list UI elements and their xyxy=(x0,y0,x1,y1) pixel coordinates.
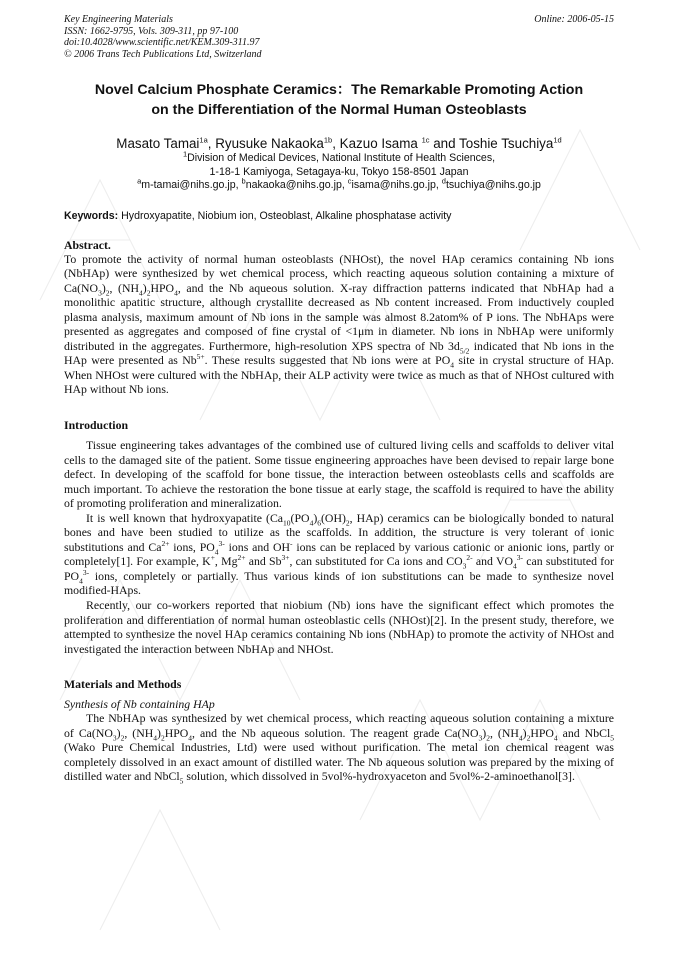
affiliation-line-1: Division of Medical Devices, National Institute of Health Sciences, xyxy=(187,152,496,164)
title-line-2: on the Differentiation of the Normal Human Osteoblasts xyxy=(151,102,527,118)
email-list: $^a$m-tamai@nihs.go.jp, $^b$nakaoka@nihs.go.jp, $^c$isama@nihs.go.jp, $^d$tsuchiya@nihs.go.jp xyxy=(137,176,541,191)
intro-paragraph-2: It is well known that hydroxyapatite ($Ca_{10}(PO_4)_6(OH)_2$, HAp) ceramics can be biologically bonded to natural bones and have been studied to utilize as the scaffolds. In addition, the structure is very tolerant of ionic substitutions and $Ca^{2+}$ ions, $PO_4^{3-}$ ions and OH- ions can be replaced by various cationic or anionic ions, partly or completely[1]. For example, K+, $Mg^{2+}$ and $Sb^{3+}$, can substituted for Ca ions and $CO_3^{2-}$ and $VO_4^{3-}$ can substituted for $PO_4^{3-}$ ions, completely or partially. Thus various kinds of ion substitutions can be made to synthesize novel modified-HAps. xyxy=(64,510,614,598)
email-link[interactable]: m-tamai@nihs.go.jp xyxy=(141,179,236,191)
issn-line: ISSN: 1662-9795, Vols. 309-311, pp 97-100 xyxy=(64,25,239,37)
email-link[interactable]: tsuchiya@nihs.go.jp xyxy=(445,179,541,191)
online-date: Online: 2006-05-15 xyxy=(534,14,614,25)
author-name: Kazuo Isama xyxy=(339,136,418,151)
affiliation xyxy=(64,149,614,179)
methods-subheading: Synthesis of Nb containing HAp xyxy=(64,697,215,712)
journal-name: Key Engineering Materials xyxy=(64,14,173,25)
title-line-1: Novel Calcium Phosphate Ceramics：The Remarkable Promoting Action xyxy=(94,82,584,98)
introduction-heading: Introduction xyxy=(64,417,129,432)
keywords xyxy=(64,209,614,223)
copyright-line: © 2006 Trans Tech Publications Ltd, Switzerland xyxy=(64,48,262,60)
affiliation-line-2: 1-18-1 Kamiyoga, Setagaya-ku, Tokyo 158-8501 Japan xyxy=(209,165,469,178)
author-list: Masato Tamai$^{1a}$, Ryusuke Nakaoka$^{1b}$, Kazuo Isama $^{1c}$ and Toshie Tsuchiya$^{1d}$ xyxy=(116,135,562,151)
methods-paragraph: The NbHAp was synthesized by wet chemical process, which reacting aqueous solution containing a mixture of $Ca(NO_3)_2$, $(NH_4)_2HPO_4$, and the Nb aqueous solution. The reagent grade $Ca(NO_3)_2$, $(NH_4)_2HPO_4$ and NbCl$_5$ (Wako Pure Chemical Industries, Ltd) were used without purification. The metal ion chemical reagent was completely dissolved in an exact amount of distilled water. The Nb aqueous solution was prepared by the mixing of distilled water and NbCl$_5$ solution, which dissolved in 5vol%-hydroxyaceton and 5vol%-2-aminoethanol[3]. xyxy=(64,711,614,786)
author-name: Masato Tamai xyxy=(116,136,200,151)
journal-header xyxy=(64,14,614,60)
email-sup: c xyxy=(347,176,352,186)
author-and: and xyxy=(433,136,456,151)
author-sup: 1d xyxy=(553,135,562,145)
email-sup: b xyxy=(241,176,246,186)
author-name: Ryusuke Nakaoka xyxy=(215,136,324,151)
affiliation-sup: 1 xyxy=(182,149,188,159)
email-link[interactable]: isama@nihs.go.jp xyxy=(351,179,436,191)
author-name: Toshie Tsuchiya xyxy=(459,136,554,151)
intro-paragraph-3: Recently, our co-workers reported that niobium (Nb) ions have the significant effect which promotes the proliferation and differentiation of normal human osteoblastic cells (NHOst)[2]. In the present study, therefore, we attempted to synthesize the novel HAp ceramics containing Nb ions (NbHAp) to promote the activity of NHOst and investigated the interaction between NbHAp and NHOst. xyxy=(64,597,614,656)
paper-page xyxy=(64,14,614,784)
doi-line: doi:10.4028/www.scientific.net/KEM.309-311.97 xyxy=(64,37,260,48)
email-link[interactable]: nakaoka@nihs.go.jp xyxy=(245,179,342,191)
keywords-text: Hydroxyapatite, Niobium ion, Osteoblast, Alkaline phosphatase activity xyxy=(121,209,452,222)
email-sup: a xyxy=(137,176,142,186)
abstract-paragraph: To promote the activity of normal human osteoblasts (NHOst), the novel HAp ceramics containing Nb ions (NbHAp) were synthesized by wet chemical process, which reacting aqueous solution containing a mixture of $Ca(NO_3)_2$, $(NH_4)_2HPO_4$, and the Nb aqueous solution. X-ray diffraction patterns indicated that NbHAp had a monolithic apatitic structure, although crystallite decreased as Nb content increased. From inductively coupled plasma analysis, maximum amount of Nb ions in the sample was almost 8.2atom% of P ions. The NbHAps were presented as aggregates and composed of fine crystal of <1μm in diameter. Nb ions in NbHAp were uniformly distributed in the aggregates. Furthermore, high-resolution XPS spectra of Nb $3d_{5/2}$ indicated that Nb ions in the HAp were presented as $Nb^{5+}$. These results suggested that Nb ions were at $PO_4$ site in crystal structure of HAp. When NHOst were cultured with the NbHAp, their ALP activity were twice as much as that of NHOst cultured with HAp without Nb ions. xyxy=(64,251,615,397)
email-sup: d xyxy=(441,176,446,186)
keywords-label: Keywords: xyxy=(64,209,119,222)
author-sup: 1a xyxy=(199,135,208,145)
methods-heading: Materials and Methods xyxy=(64,677,182,692)
paper-title xyxy=(64,80,614,120)
intro-paragraph-1: Tissue engineering takes advantages of the combined use of cultured living cells and scaffolds to deliver vital cells to the damaged site of the patient. Some tissue engineering approaches have been devised to repair large bone defect. In developing of the scaffold for bone tissue, the interaction between osteoblasts cells and scaffolds are much important. To achieve the restoration the bone tissue at early stage, the scaffold is required to have the ability of promoting proliferation and mineralization. xyxy=(64,437,614,511)
author-sup: 1b xyxy=(323,135,333,145)
abstract-heading: Abstract. xyxy=(64,237,111,252)
author-sup: 1c xyxy=(421,135,430,145)
